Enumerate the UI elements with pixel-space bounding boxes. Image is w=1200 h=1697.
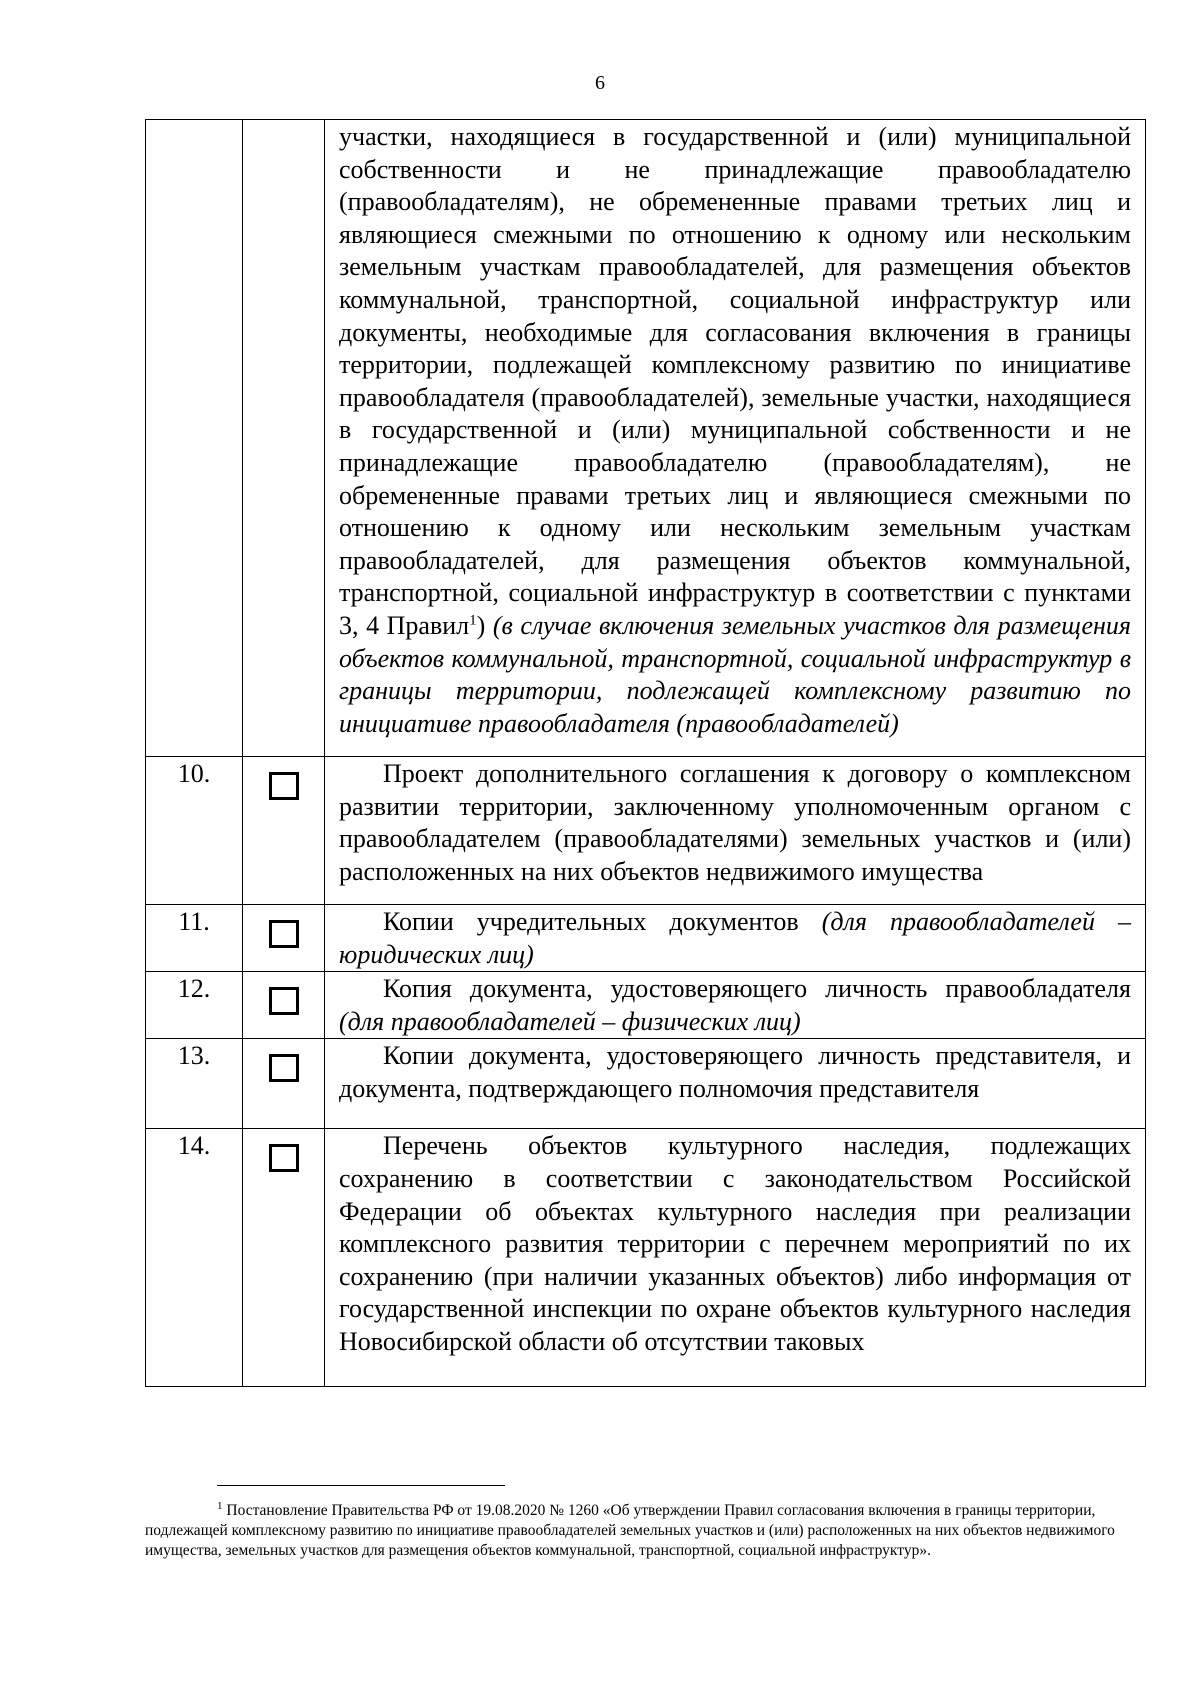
table-row bbox=[146, 905, 1146, 972]
table-row bbox=[146, 757, 1146, 905]
checkbox[interactable] bbox=[269, 772, 299, 800]
row-text-plain: Копия документа, удостоверяющего личность правообладателя bbox=[383, 974, 1131, 1004]
row-text-plain: Копии документа, удостоверяющего личность представителя, и документа, подтверждающего полномочия представителя bbox=[339, 1041, 1131, 1103]
row-number: 13. bbox=[146, 1039, 243, 1129]
page-number: 6 bbox=[595, 72, 605, 94]
row-number: 10. bbox=[146, 757, 243, 905]
footnote-ref[interactable]: 1 bbox=[469, 612, 477, 629]
checkbox-cell bbox=[243, 120, 325, 757]
row-text-after-ref: ) bbox=[476, 610, 493, 640]
checkbox[interactable] bbox=[269, 1054, 299, 1082]
checkbox[interactable] bbox=[269, 920, 299, 948]
checkbox-cell bbox=[243, 757, 325, 905]
row-text-italic: (в случае включения земельных участков для размещения объектов коммунальной, транспортной, социальной инфраструктур в границы территории, подлежащей комплексному развитию по инициативе правообладателя (правообладателей) bbox=[339, 610, 1131, 738]
row-text-plain: участки, находящиеся в государственной и (или) муниципальной собственности и не принадлежащие правообладателю (правообладателям), не обремененные правами третьих лиц и являющиеся смежными по отношению к одному или нескольким земельным участкам правообладателей, для размещения объектов коммунальной, транспортной, социальной инфраструктур или документы, необходимые для согласования включения в границы территории, подлежащей комплексному развитию по инициативе правообладателя (правообладателей), земельные участки, находящиеся в государственной и (или) муниципальной собственности и не принадлежащие правообладателю (правообладателям), не обремененные правами третьих лиц и являющиеся смежными по отношению к одному или нескольким земельным участкам правообладателей, для размещения объектов коммунальной, транспортной, социальной инфраструктур в соответствии с пунктами 3, 4 Правил bbox=[339, 122, 1131, 640]
checkbox-cell bbox=[243, 905, 325, 972]
row-text-italic: (для правообладателей – юридических лиц) bbox=[339, 907, 1131, 969]
document-table bbox=[145, 119, 1146, 1387]
checkbox-cell bbox=[243, 972, 325, 1039]
footnote bbox=[145, 1501, 1120, 1561]
row-text-plain: Проект дополнительного соглашения к договору о комплексном развитии территории, заключенному уполномоченным органом с правообладателем (правообладателями) земельных участков и (или) расположенных на них объектов недвижимого имущества bbox=[339, 759, 1131, 886]
row-text bbox=[325, 1039, 1146, 1129]
row-text bbox=[325, 1129, 1146, 1387]
row-text bbox=[325, 757, 1146, 905]
row-number bbox=[146, 120, 243, 757]
row-number: 14. bbox=[146, 1129, 243, 1387]
checkbox-cell bbox=[243, 1039, 325, 1129]
table-row bbox=[146, 1039, 1146, 1129]
footnote-marker: 1 bbox=[217, 1499, 223, 1512]
footnote-separator bbox=[217, 1485, 505, 1486]
row-number: 12. bbox=[146, 972, 243, 1039]
table-row bbox=[146, 972, 1146, 1039]
row-text-plain: Копии учредительных документов bbox=[383, 907, 822, 936]
table-row bbox=[146, 120, 1146, 757]
checkbox-cell bbox=[243, 1129, 325, 1387]
table-row bbox=[146, 1129, 1146, 1387]
row-text-italic: (для правообладателей – физических лиц) bbox=[339, 1006, 801, 1036]
checkbox[interactable] bbox=[269, 987, 299, 1015]
checkbox[interactable] bbox=[269, 1144, 299, 1172]
row-text bbox=[325, 120, 1146, 757]
row-number: 11. bbox=[146, 905, 243, 972]
row-text bbox=[325, 972, 1146, 1039]
row-text bbox=[325, 905, 1146, 972]
footnote-text: Постановление Правительства РФ от 19.08.2020 № 1260 «Об утверждении Правил согласования включения в границы территории, подлежащей комплексному развитию по инициативе правообладателей земельных участков и (или) расположенных на них объектов недвижимого имущества, земельных участков для размещения объектов коммунальной, транспортной, социальной инфраструктур». bbox=[145, 1502, 1115, 1559]
row-text-plain: Перечень объектов культурного наследия, подлежащих сохранению в соответствии с законодательством Российской Федерации об объектах культурного наследия при реализации комплексного развития территории с перечнем мероприятий по их сохранению (при наличии указанных объектов) либо информация от государственной инспекции по охране объектов культурного наследия Новосибирской области об отсутствии таковых bbox=[339, 1131, 1131, 1356]
